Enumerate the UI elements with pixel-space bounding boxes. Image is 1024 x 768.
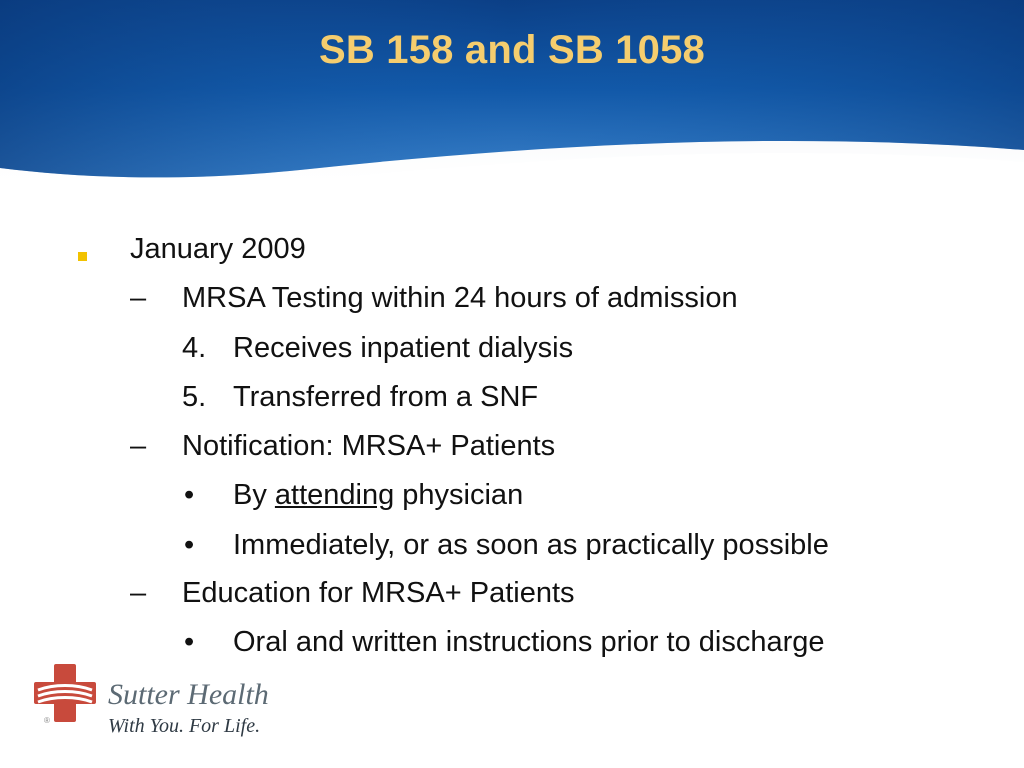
logo-name: Sutter Health — [108, 678, 269, 711]
item-mrsa-testing: MRSA Testing within 24 hours of admission — [182, 282, 738, 314]
number-marker-5: 5. — [182, 381, 207, 413]
item-notification: Notification: MRSA+ Patients — [182, 430, 556, 462]
dash-marker: – — [130, 577, 147, 609]
dash-marker: – — [130, 430, 147, 462]
number-marker-4: 4. — [182, 332, 207, 364]
logo-tagline: With You. For Life. — [108, 715, 261, 737]
dot-bullet-icon: • — [184, 479, 195, 511]
sutter-cross-logo-icon — [34, 664, 96, 722]
physician-text: physician — [394, 479, 524, 511]
item-immediately: Immediately, or as soon as practically possible — [233, 529, 829, 561]
square-bullet-icon — [78, 252, 87, 261]
item-by-attending — [233, 478, 523, 512]
dash-marker: – — [130, 282, 147, 314]
dot-bullet-icon: • — [184, 626, 195, 658]
item-education: Education for MRSA+ Patients — [182, 577, 575, 609]
item-transferred-snf: Transferred from a SNF — [233, 381, 539, 413]
registered-mark: ® — [44, 716, 50, 725]
item-inpatient-dialysis: Receives inpatient dialysis — [233, 332, 574, 364]
by-text: By — [233, 479, 275, 511]
dot-bullet-icon: • — [184, 529, 195, 561]
item-oral-written: Oral and written instructions prior to discharge — [233, 626, 825, 658]
slide-title: SB 158 and SB 1058 — [318, 28, 706, 72]
bullet-january-2009: January 2009 — [130, 233, 306, 265]
attending-text: attending — [274, 479, 395, 511]
